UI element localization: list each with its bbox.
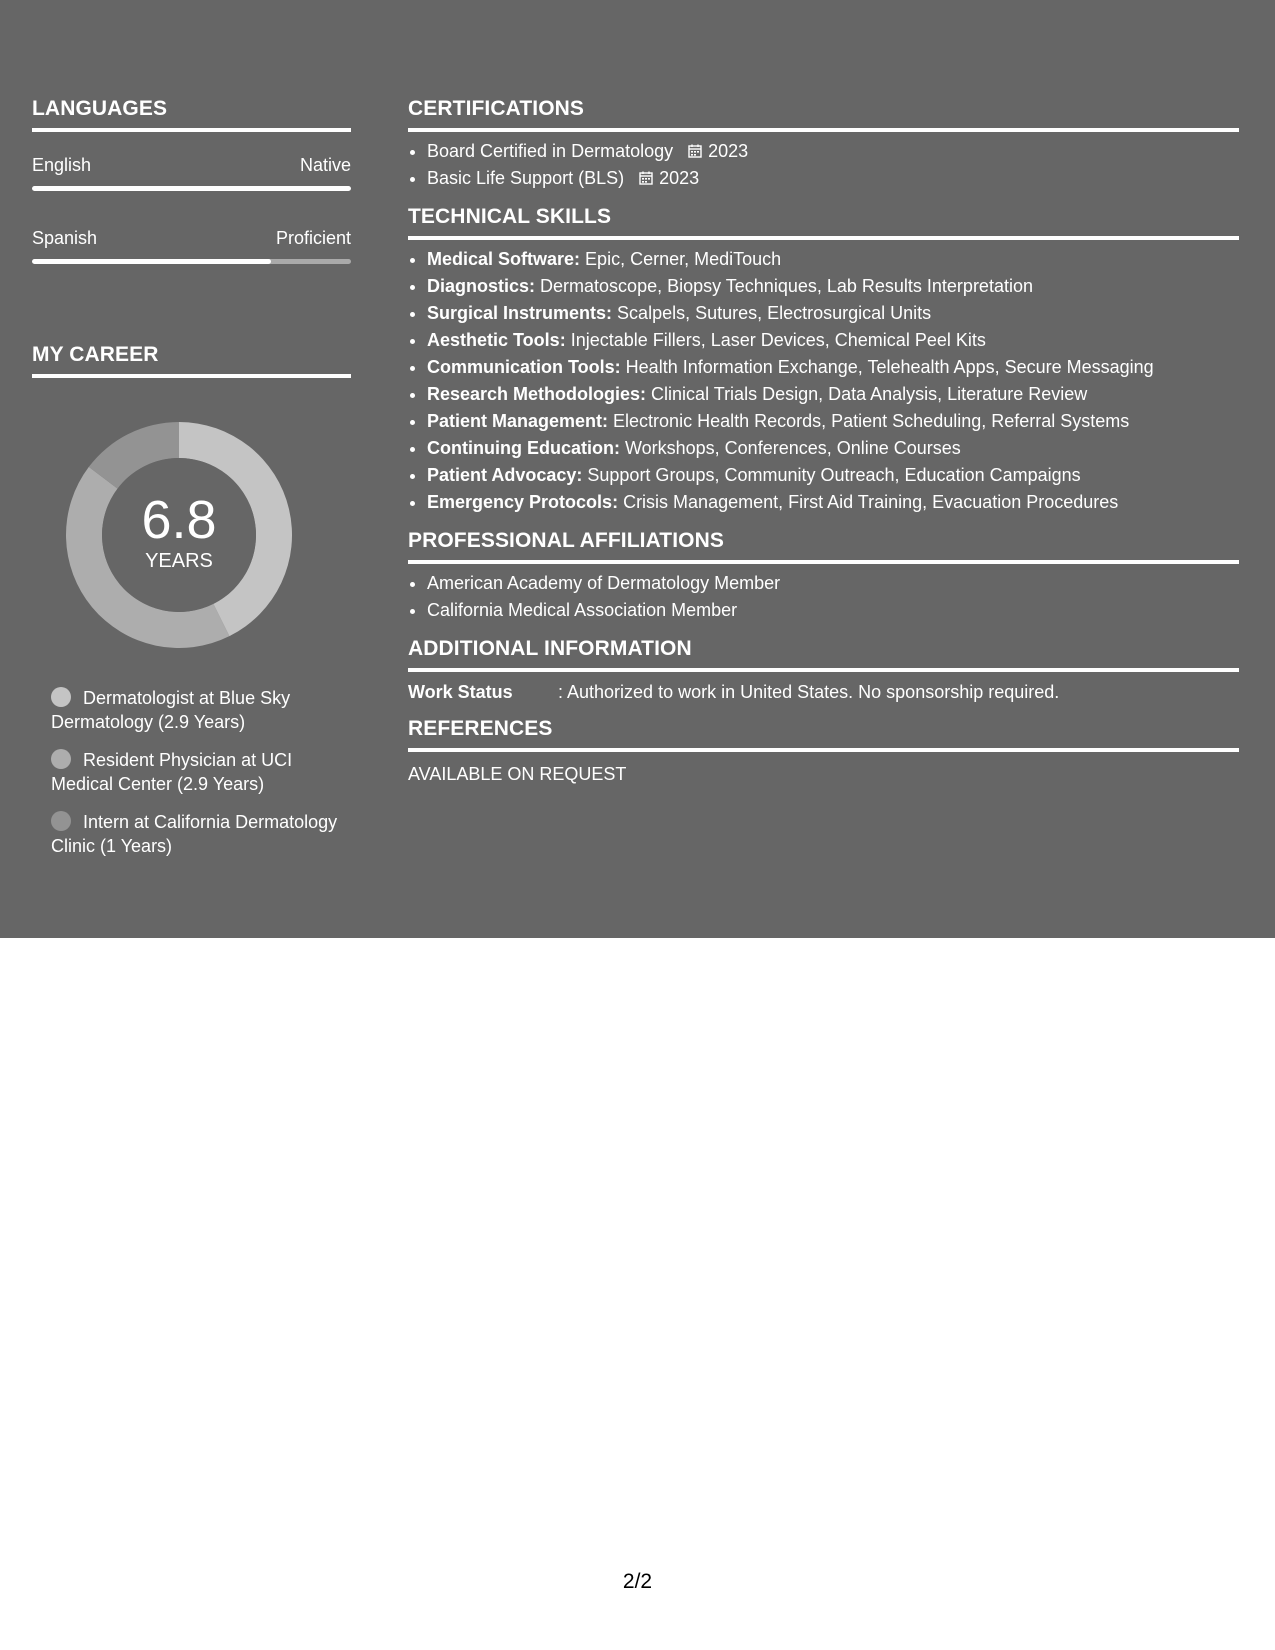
skill-label: Surgical Instruments: xyxy=(427,303,613,323)
references-section xyxy=(408,716,1239,786)
work-status-value: : Authorized to work in United States. No sponsorship required. xyxy=(558,682,1060,702)
languages-section xyxy=(32,96,351,264)
career-legend-item xyxy=(51,748,351,796)
certification-name: Basic Life Support (BLS) xyxy=(427,168,625,188)
career-heading: MY CAREER xyxy=(32,342,351,378)
affiliations-heading: PROFESSIONAL AFFILIATIONS xyxy=(408,528,1239,564)
career-total-unit: YEARS xyxy=(145,550,213,572)
legend-dot-icon xyxy=(51,749,71,769)
language-proficiency-bar xyxy=(32,186,351,191)
legend-dot-icon xyxy=(51,811,71,831)
left-column xyxy=(32,96,351,872)
skill-label: Patient Advocacy: xyxy=(427,465,583,485)
additional-info-section xyxy=(408,636,1239,704)
career-legend-text: Dermatologist at Blue Sky Dermatology (2.9 Years) xyxy=(51,688,291,732)
skill-item xyxy=(427,435,1239,462)
technical-skills-list xyxy=(408,246,1239,516)
donut-center xyxy=(66,422,292,648)
career-section xyxy=(32,342,351,858)
skill-label: Continuing Education: xyxy=(427,438,620,458)
skill-value: Scalpels, Sutures, Electrosurgical Units xyxy=(612,303,932,323)
language-proficiency-bar xyxy=(32,259,351,264)
skill-label: Medical Software: xyxy=(427,249,581,269)
skill-value: Workshops, Conferences, Online Courses xyxy=(619,438,961,458)
career-legend-item xyxy=(51,686,351,734)
skill-label: Communication Tools: xyxy=(427,357,621,377)
technical-skills-section xyxy=(408,204,1239,516)
certification-item xyxy=(427,138,1239,165)
certification-year: 2023 xyxy=(659,168,700,188)
skill-item xyxy=(427,246,1239,273)
skill-label: Patient Management: xyxy=(427,411,609,431)
language-name: Spanish xyxy=(32,228,98,248)
skill-label: Emergency Protocols: xyxy=(427,492,619,512)
skill-label: Research Methodologies: xyxy=(427,384,647,404)
skill-value: Electronic Health Records, Patient Scheduling, Referral Systems xyxy=(608,411,1130,431)
language-item-english xyxy=(32,154,351,191)
language-item-spanish xyxy=(32,227,351,264)
skill-value: Injectable Fillers, Laser Devices, Chemical Peel Kits xyxy=(565,330,986,350)
skill-label: Diagnostics: xyxy=(427,276,536,296)
skill-value: Clinical Trials Design, Data Analysis, Literature Review xyxy=(646,384,1088,404)
languages-heading: LANGUAGES xyxy=(32,96,351,132)
page-number: 2/2 xyxy=(622,1570,653,1593)
affiliation-item: • California Medical Association Member xyxy=(427,597,1239,624)
language-level: Proficient xyxy=(275,228,351,248)
skill-item xyxy=(427,462,1239,489)
skill-item xyxy=(427,408,1239,435)
skill-item xyxy=(427,381,1239,408)
career-legend-text: Intern at California Dermatology Clinic (1 Years) xyxy=(51,812,338,856)
certifications-list xyxy=(408,138,1239,192)
legend-dot-icon xyxy=(51,687,71,707)
certification-year: 2023 xyxy=(708,141,749,161)
career-legend-text: Resident Physician at UCI Medical Center (2.9 Years) xyxy=(51,750,293,794)
certification-item xyxy=(427,165,1239,192)
certification-name: Board Certified in Dermatology xyxy=(427,141,674,161)
references-heading: REFERENCES xyxy=(408,716,1239,752)
skill-value: Health Information Exchange, Telehealth Apps, Secure Messaging xyxy=(620,357,1154,377)
language-proficiency-fill xyxy=(32,259,271,264)
skill-item xyxy=(427,300,1239,327)
work-status-row xyxy=(408,680,1239,704)
career-donut-chart xyxy=(66,422,292,648)
skill-item xyxy=(427,354,1239,381)
affiliation-item: • American Academy of Dermatology Member xyxy=(427,570,1239,597)
language-level: Native xyxy=(299,155,351,175)
skill-value: Dermatoscope, Biopsy Techniques, Lab Results Interpretation xyxy=(535,276,1033,296)
skill-value: Crisis Management, First Aid Training, Evacuation Procedures xyxy=(618,492,1119,512)
skill-value: Epic, Cerner, MediTouch xyxy=(580,249,782,269)
calendar-icon xyxy=(688,144,702,158)
language-name: English xyxy=(32,155,92,175)
career-legend-item xyxy=(51,810,351,858)
skill-value: Support Groups, Community Outreach, Education Campaigns xyxy=(582,465,1081,485)
career-total-value: 6.8 xyxy=(141,490,217,550)
references-text: AVAILABLE ON REQUEST xyxy=(408,764,627,784)
career-legend xyxy=(51,686,351,858)
skill-item xyxy=(427,489,1239,516)
work-status-label: Work Status xyxy=(408,682,513,702)
technical-skills-heading: TECHNICAL SKILLS xyxy=(408,204,1239,240)
skill-item xyxy=(427,327,1239,354)
affiliations-list xyxy=(408,570,1239,624)
language-proficiency-fill xyxy=(32,186,351,191)
skill-item xyxy=(427,273,1239,300)
calendar-icon xyxy=(639,171,653,185)
affiliations-section xyxy=(408,528,1239,624)
additional-info-heading: ADDITIONAL INFORMATION xyxy=(408,636,1239,672)
certifications-heading: CERTIFICATIONS xyxy=(408,96,1239,132)
certifications-section xyxy=(408,96,1239,192)
right-column xyxy=(408,96,1239,798)
skill-label: Aesthetic Tools: xyxy=(427,330,566,350)
